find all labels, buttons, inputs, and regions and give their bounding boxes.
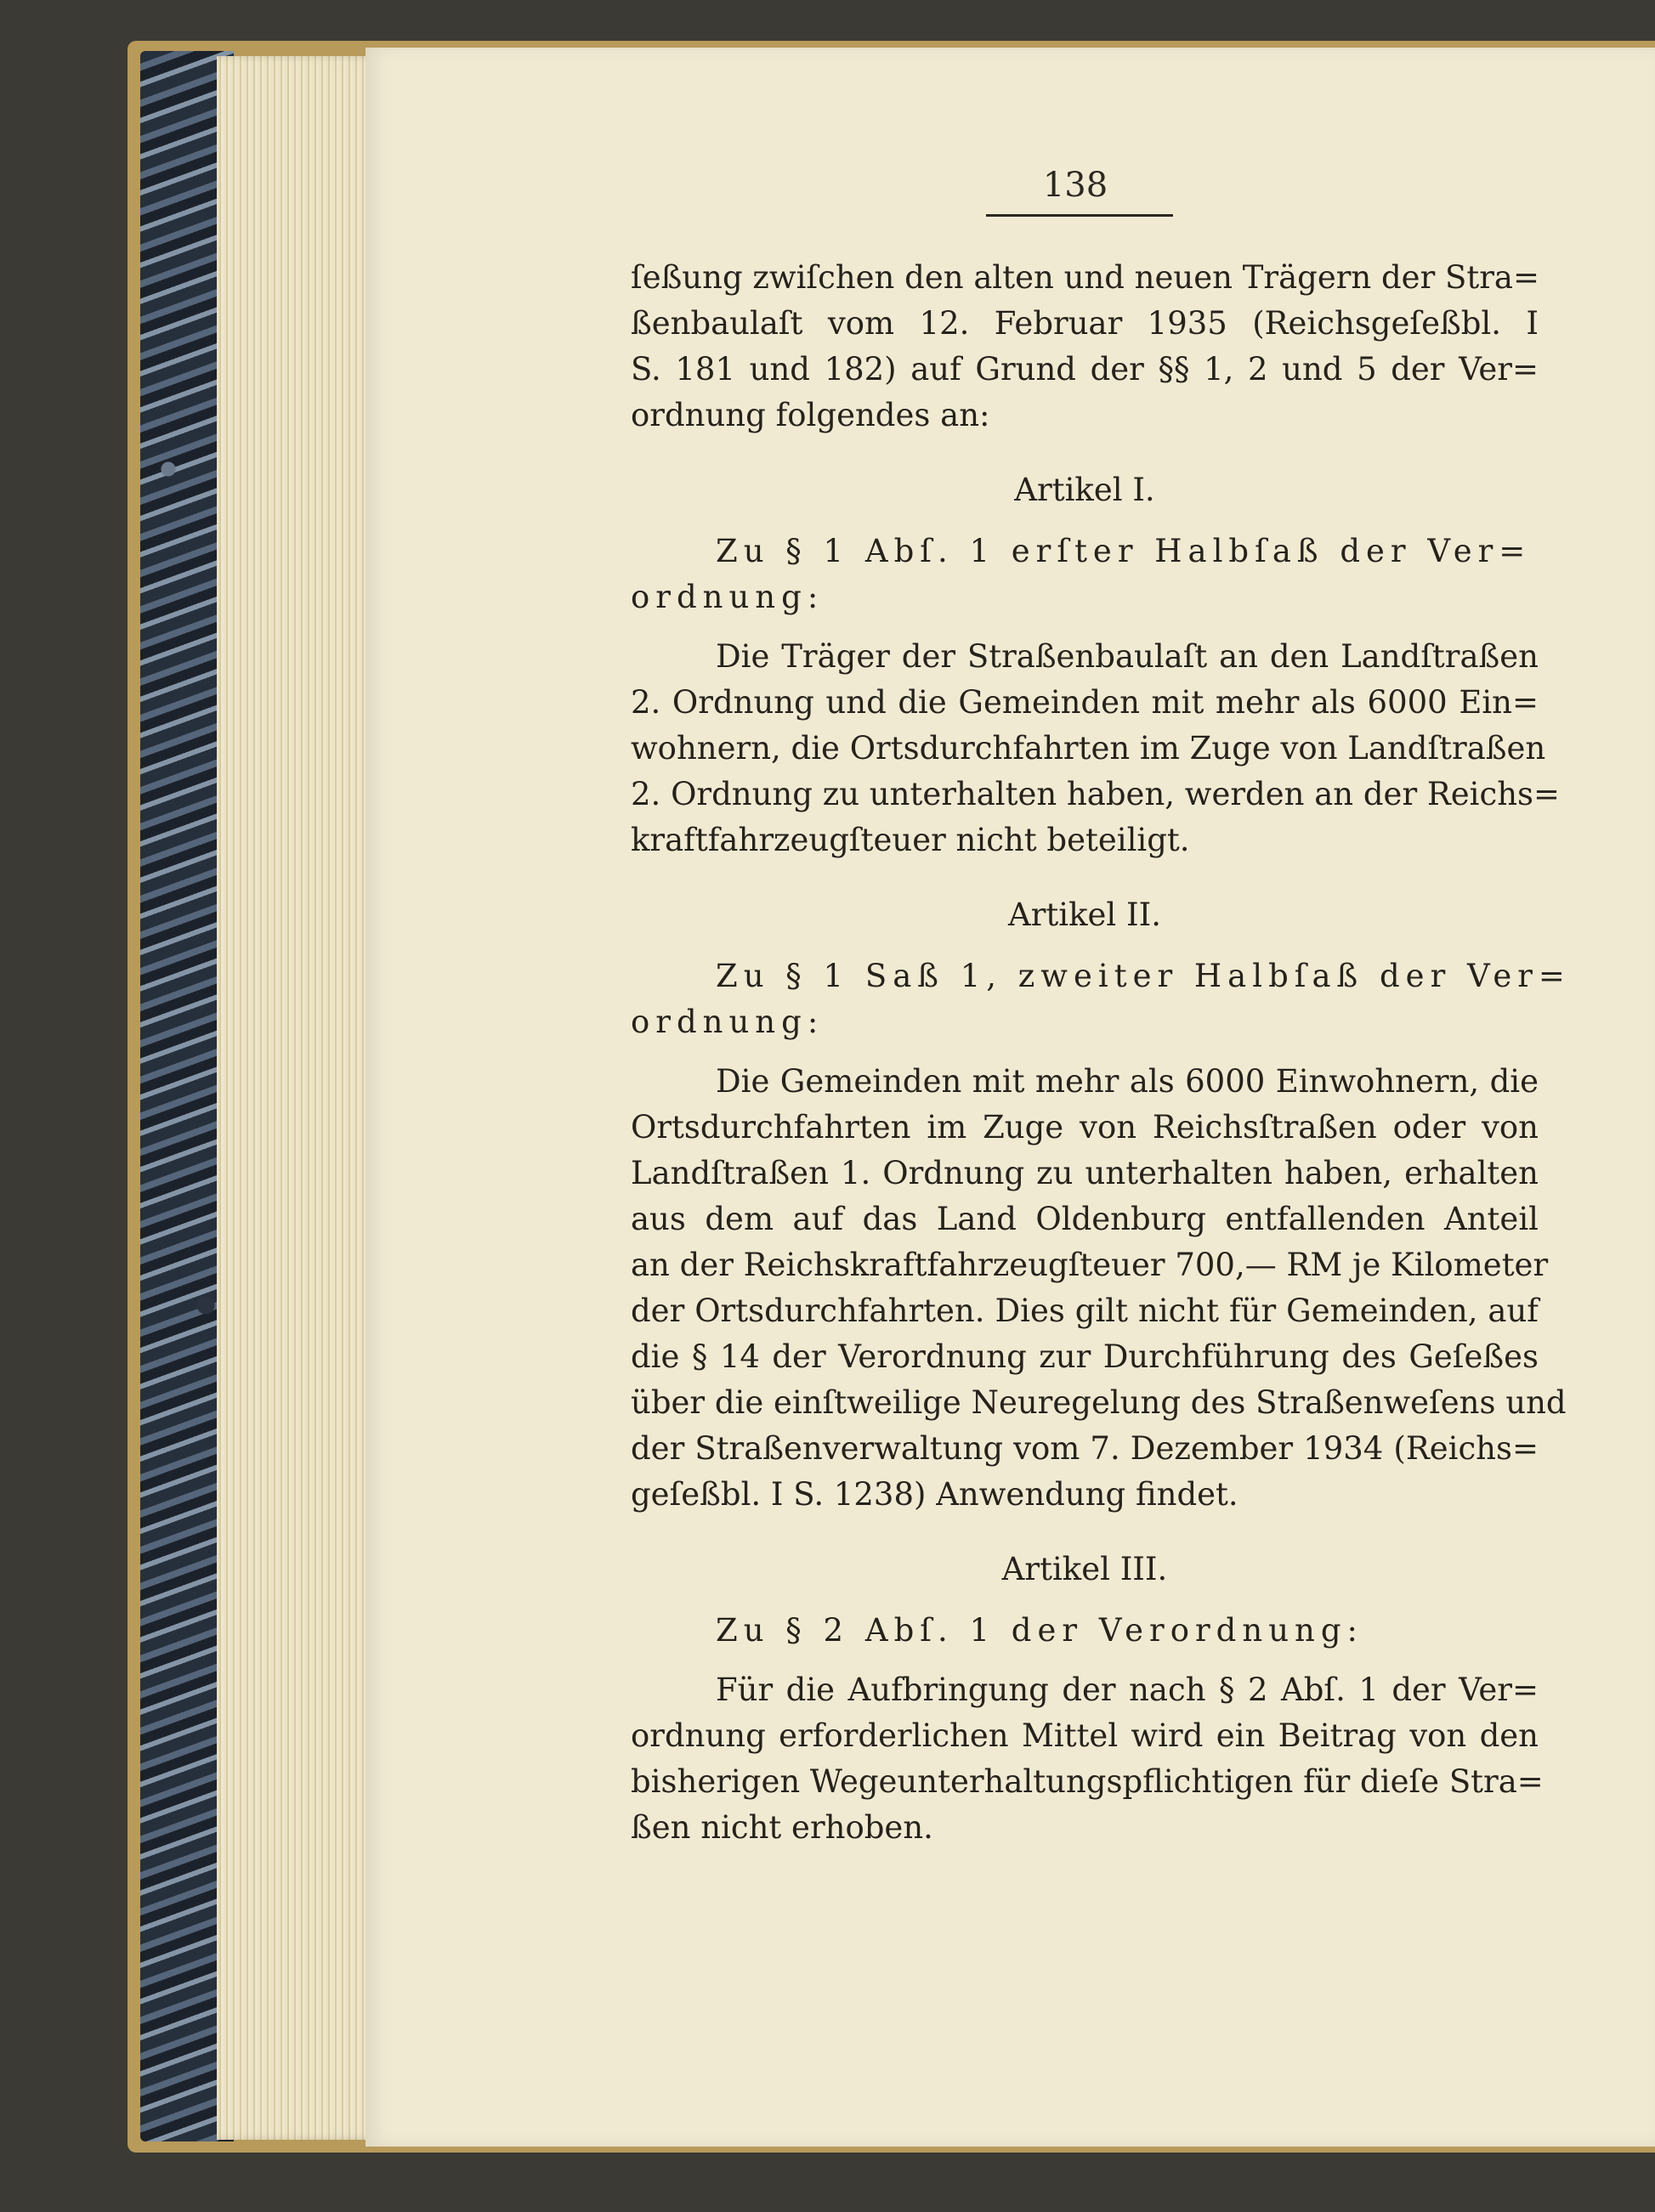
article-heading: Zu § 1 Abſ. 1 erſter Halbſaß der Ver= bbox=[716, 533, 1532, 569]
text-line: 2. Ordnung zu unterhalten haben, werden an der Reichs= bbox=[631, 776, 1561, 812]
text-line: geſeßbl. I S. 1238) Anwendung findet. bbox=[631, 1476, 1238, 1513]
text-line: ſeßung zwiſchen den alten und neuen Trägern der Stra= bbox=[631, 259, 1539, 296]
text-line: der Straßenverwaltung vom 7. Dezember 1934 (Reichs= bbox=[631, 1430, 1539, 1467]
text-line: Die Träger der Straßenbaulaſt an den Landſtraßen bbox=[716, 638, 1539, 675]
header-rule bbox=[986, 214, 1173, 217]
text-line: Ortsdurchfahrten im Zuge von Reichsſtraßen oder von bbox=[631, 1109, 1539, 1146]
text-line: ordnung folgendes an: bbox=[631, 397, 990, 433]
article-heading: ordnung: bbox=[631, 1004, 825, 1040]
article-body bbox=[631, 634, 1561, 863]
article-title: Artikel I. bbox=[1014, 472, 1155, 508]
text-line: bisherigen Wegeunterhaltungspflichtigen für dieſe Stra= bbox=[631, 1763, 1544, 1800]
text-line: über die einſtweilige Neuregelung des Straßenweſens und bbox=[631, 1384, 1567, 1421]
text-line: die § 14 der Verordnung zur Durchführung des Geſeßes bbox=[631, 1338, 1539, 1375]
text-line: aus dem auf das Land Oldenburg entfallenden Anteil bbox=[631, 1201, 1539, 1237]
text-line: Landſtraßen 1. Ordnung zu unterhalten haben, erhalten bbox=[631, 1155, 1539, 1191]
text-line: ßen nicht erhoben. bbox=[631, 1809, 933, 1846]
text-line: ordnung erforderlichen Mittel wird ein Beitrag von den bbox=[631, 1717, 1539, 1754]
article-heading: ordnung: bbox=[631, 579, 825, 615]
text-line: 2. Ordnung und die Gemeinden mit mehr als 6000 Ein= bbox=[631, 684, 1539, 721]
page-number: 138 bbox=[1042, 166, 1108, 205]
article-title: Artikel II. bbox=[1007, 897, 1161, 933]
article-heading: Zu § 2 Abſ. 1 der Verordnung: bbox=[716, 1612, 1364, 1649]
page-text bbox=[631, 255, 1571, 1851]
intro-paragraph bbox=[631, 255, 1539, 438]
text-line: an der Reichskraftfahrzeugſteuer 700,— RM je Kilometer bbox=[631, 1247, 1549, 1283]
text-line: Die Gemeinden mit mehr als 6000 Einwohnern, die bbox=[716, 1063, 1539, 1100]
text-line: ßenbaulaſt vom 12. Februar 1935 (Reichsgeſeßbl. I bbox=[631, 305, 1539, 342]
article-title: Artikel III. bbox=[1001, 1551, 1168, 1587]
text-line: Für die Aufbringung der nach § 2 Abſ. 1 der Ver= bbox=[716, 1672, 1539, 1708]
text-line: S. 181 und 182) auf Grund der §§ 1, 2 und 5 der Ver= bbox=[631, 351, 1539, 388]
article-body bbox=[631, 1667, 1544, 1851]
page-leaves bbox=[217, 56, 387, 2140]
article-heading: Zu § 1 Saß 1, zweiter Halbſaß der Ver= bbox=[716, 958, 1571, 994]
text-line: kraftfahrzeugſteuer nicht beteiligt. bbox=[631, 822, 1190, 858]
text-line: der Ortsdurchfahrten. Dies gilt nicht für Gemeinden, auf bbox=[631, 1293, 1539, 1329]
text-line: wohnern, die Ortsdurchfahrten im Zuge von Landſtraßen bbox=[631, 730, 1546, 767]
article-body bbox=[631, 1059, 1567, 1518]
